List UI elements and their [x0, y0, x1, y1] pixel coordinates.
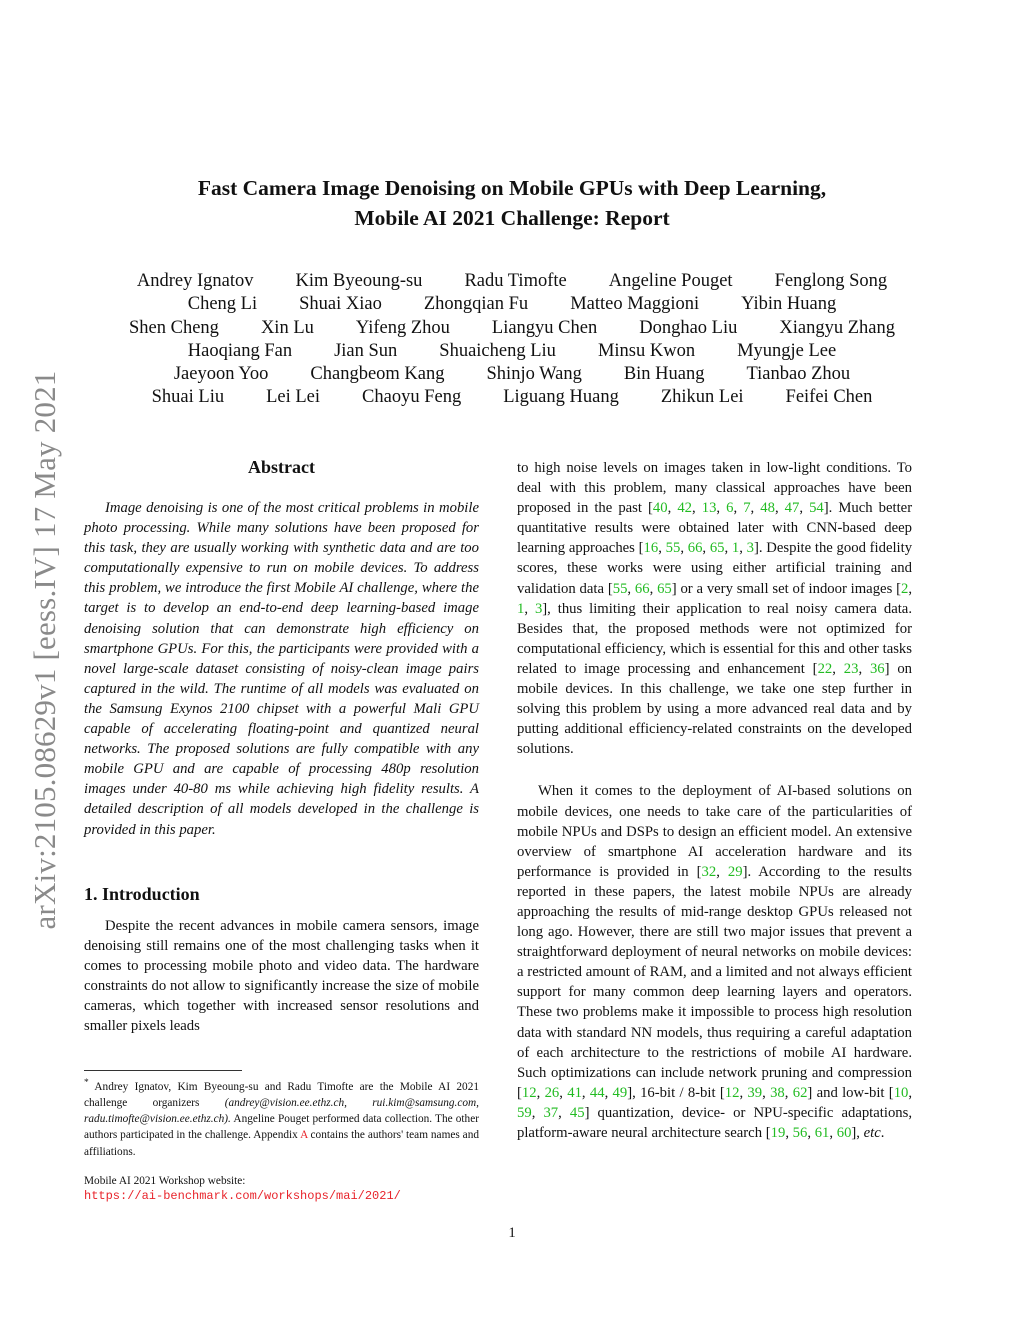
citation-link[interactable]: 55	[665, 540, 681, 557]
citation-link[interactable]: 3	[534, 600, 543, 617]
text-run: ,	[762, 1084, 771, 1101]
citation-link[interactable]: 60	[836, 1125, 852, 1141]
left-column	[84, 455, 479, 1036]
text-run: ],	[851, 1125, 864, 1141]
author-name: Fenglong Song	[774, 271, 888, 291]
text-run: ,	[908, 580, 912, 597]
text-run: ]. According to the results reported in these papers, the latest mobile NPUs are already approaching the results of mid-range desktop GPUs released not long ago. However, there are still two major issues that prevent a straightforward deployment of neural networks on mobile devices: a restricted amount of RAM, and a limited and not always efficient support for many common deep learning layers and operators. These two problems make it impossible to process high resolution data with standard NN models, thus requiring a careful adaptation of each architecture to the restrictions of mobile AI hardware. Such optimizations can include network pruning and compression [	[517, 863, 912, 1101]
text-run: ]. Despite the good fidelity scores, these works were using either artificial training and validation data [	[517, 540, 913, 597]
arxiv-stamp: arXiv:2105.08629v1 [eess.IV] 17 May 2021	[27, 370, 62, 930]
author-row	[84, 270, 940, 293]
citation-link[interactable]: 62	[792, 1084, 808, 1101]
citation-link[interactable]: 7	[743, 500, 751, 517]
text-run: ,	[680, 540, 688, 557]
citation-link[interactable]: 44	[589, 1084, 605, 1101]
author-name: Feifei Chen	[785, 387, 873, 408]
author-row	[84, 363, 940, 386]
author-row	[84, 317, 940, 340]
citation-link[interactable]: 47	[784, 500, 800, 517]
text-run: ] on mobile devices. In this challenge, we take one step further in solving this problem by using a more advanced real data and by putting additional efficiency-related constraints on the developed solutions.	[517, 660, 913, 758]
author-name: Myungje Lee	[737, 340, 837, 361]
text-run: ,	[785, 1125, 793, 1141]
text-run: ]. Much better quantitative results were obtained later with CNN-based deep learning approaches [	[517, 500, 913, 557]
workshop-url-link[interactable]: https://ai-benchmark.com/workshops/mai/2021/	[84, 1188, 401, 1203]
author-name: Liangyu Chen	[491, 317, 598, 338]
text-run: ,	[524, 600, 535, 617]
author-name: Shuai Xiao	[299, 294, 382, 315]
right-column	[517, 458, 912, 1143]
author-name: Matteo Maggioni	[570, 294, 700, 315]
citation-link[interactable]: 1	[731, 540, 740, 557]
text-run: ,	[724, 540, 732, 557]
introduction-heading: 1. Introduction	[84, 883, 200, 904]
author-name: Tianbao Zhou	[746, 364, 851, 385]
text-run: ,	[531, 1104, 544, 1121]
citation-link[interactable]: 36	[869, 660, 885, 677]
citation-link[interactable]: 12	[521, 1084, 537, 1101]
text-run: ,	[716, 500, 727, 517]
title-line-1: Fast Camera Image Denoising on Mobile GPUs with Deep Learning,	[197, 176, 827, 200]
text-run: ,	[832, 660, 844, 677]
author-name: Jaeyoon Yoo	[173, 364, 269, 385]
author-row	[84, 340, 940, 363]
citation-link[interactable]: 1	[517, 600, 525, 617]
citation-link[interactable]: 56	[792, 1125, 808, 1141]
text-run: ] and low-bit [	[807, 1084, 894, 1101]
citation-link[interactable]: 45	[569, 1104, 585, 1121]
text-run: ,	[536, 1084, 545, 1101]
author-name: Yibin Huang	[741, 294, 837, 315]
text-run: ,	[581, 1084, 590, 1101]
abstract-heading: Abstract	[248, 457, 315, 477]
citation-link[interactable]: 48	[760, 500, 775, 517]
text-run: .	[880, 1125, 885, 1141]
citation-link[interactable]: 38	[770, 1084, 785, 1101]
footnote-appendix-note: contains the authors' team names and affiliations.	[84, 1129, 479, 1158]
citation-link[interactable]: 13	[701, 500, 717, 517]
footnote-rule	[84, 1070, 242, 1071]
paper-title	[0, 173, 1024, 233]
author-name: Chaoyu Feng	[362, 387, 462, 408]
intro-paragraph-1: Despite the recent advances in mobile camera sensors, image denoising still remains one of the most challenging tasks when it comes to processing mobile photo and video data. The hardware constraints do not allow to significantly increase the size of mobile cameras, which together with increased sensor resolutions and smaller pixels leads	[84, 917, 479, 1035]
citation-link[interactable]: 65	[709, 540, 725, 557]
citation-link[interactable]: 12	[724, 1084, 740, 1101]
citation-link[interactable]: 65	[657, 580, 672, 597]
text-run: When it comes to the deployment of AI-based solutions on mobile devices, one needs to take care of the particularities of mobile NPUs and DSPs to design an efficient model. An extensive overview of smartphone AI acceleration hardware and its performance is provided in [	[517, 783, 912, 880]
citation-link[interactable]: 2	[900, 580, 909, 597]
text-run: ,	[908, 1084, 913, 1101]
text-run: ] or a very small set of indoor images [	[671, 580, 901, 597]
text-run: ,	[784, 1084, 793, 1101]
citation-link[interactable]: 59	[517, 1104, 532, 1121]
appendix-link[interactable]: A	[300, 1129, 308, 1142]
author-name: Donghao Liu	[639, 317, 738, 338]
text-run: ,	[750, 500, 761, 517]
footnote-text	[84, 1075, 479, 1160]
citation-link[interactable]: 61	[814, 1125, 830, 1141]
text-run: ,	[649, 580, 658, 597]
citation-link[interactable]: 22	[817, 660, 833, 677]
citation-link[interactable]: 3	[746, 540, 754, 557]
text-run: ,	[702, 540, 710, 557]
citation-link[interactable]: 6	[726, 500, 734, 517]
text-run: ,	[604, 1084, 613, 1101]
citation-link[interactable]: 23	[843, 660, 859, 677]
author-name: Lei Lei	[266, 387, 321, 408]
author-name: Bin Huang	[623, 364, 705, 385]
author-name: Kim Byeoung-su	[295, 271, 423, 291]
page-number: 1	[508, 1225, 516, 1241]
author-name: Xin Lu	[260, 317, 314, 338]
citation-link[interactable]: 16	[643, 540, 659, 557]
author-name: Shuai Liu	[151, 387, 225, 408]
text-run: ,	[807, 1125, 815, 1141]
author-list	[84, 270, 940, 410]
text-run: ,	[774, 500, 785, 517]
author-name: Shen Cheng	[129, 317, 219, 338]
text-run: ,	[692, 500, 702, 517]
footnote-collection: Angeline Pouget performed data collection. The other authors participated in the challenge. Appendix	[84, 1113, 479, 1142]
text-run: ,	[627, 580, 635, 597]
italic-text: etc	[863, 1125, 881, 1141]
text-run: to high noise levels on images taken in low-light conditions. To deal with this problem, many classical approaches have been proposed in the past [	[517, 460, 912, 517]
citation-link[interactable]: 40	[652, 500, 668, 517]
citation-link[interactable]: 42	[677, 500, 692, 517]
right-paragraph-2	[517, 781, 912, 1143]
citation-link[interactable]: 37	[543, 1104, 559, 1121]
footnote	[84, 1070, 479, 1203]
footnote-organizers: Andrey Ignatov, Kim Byeoung-su and Radu Timofte are the Mobile AI 2021 challenge organizers	[84, 1080, 479, 1109]
text-run: ,	[829, 1125, 837, 1141]
author-name: Cheng Li	[187, 294, 258, 315]
citation-link[interactable]: 66	[687, 540, 703, 557]
author-name: Liguang Huang	[503, 387, 619, 408]
text-run: ,	[739, 1084, 748, 1101]
author-name: Radu Timofte	[464, 271, 567, 291]
citation-link[interactable]: 55	[612, 580, 628, 597]
author-name: Angeline Pouget	[608, 271, 733, 291]
citation-link[interactable]: 19	[770, 1125, 786, 1141]
text-run: ,	[559, 1084, 568, 1101]
author-name: Zhikun Lei	[660, 387, 744, 408]
citation-link[interactable]: 10	[893, 1084, 909, 1101]
text-run: ,	[558, 1104, 570, 1121]
text-run: ,	[733, 500, 744, 517]
author-name: Yifeng Zhou	[355, 317, 450, 338]
author-name: Zhongqian Fu	[423, 294, 529, 315]
abstract-text: Image denoising is one of the most critical problems in mobile photo processing. While many solutions have been proposed for this task, they are usually working with synthetic data and are too computationally expensive to run on mobile devices. To address this problem, we introduce the first Mobile AI challenge, where the target is to develop an end-to-end deep learning-based image denoising solution that can demonstrate high efficiency on smartphone GPUs. For this, the participants were provided with a novel large-scale dataset consisting of noisy-clean image pairs captured in the wild. The runtime of all models was evaluated on the Samsung Exynos 2100 chipset with a powerful Mali GPU capable of accelerating floating-point and quantized neural networks. The proposed solutions are fully compatible with any mobile GPU and are capable of processing 480p resolution images under 40-80 ms while achieving high fidelity results. A detailed description of all models developed in the challenge is provided in this paper.	[84, 500, 479, 838]
citation-link[interactable]: 54	[809, 500, 824, 517]
title-line-2: Mobile AI 2021 Challenge: Report	[354, 206, 670, 230]
author-name: Shinjo Wang	[486, 364, 582, 385]
text-run: ,	[799, 500, 810, 517]
footnote-symbol: *	[84, 1078, 89, 1088]
author-name: Haoqiang Fan	[187, 340, 293, 361]
text-run: ], 16-bit / 8-bit [	[627, 1084, 725, 1101]
text-run: ,	[858, 660, 870, 677]
citation-link[interactable]: 49	[612, 1084, 628, 1101]
author-row	[84, 386, 940, 409]
author-name: Shuaicheng Liu	[439, 340, 556, 361]
workshop-label: Mobile AI 2021 Workshop website:	[84, 1174, 246, 1187]
citation-link[interactable]: 39	[747, 1084, 763, 1101]
text-run: ,	[658, 540, 666, 557]
author-name: Minsu Kwon	[597, 340, 696, 361]
author-name: Jian Sun	[334, 340, 398, 361]
author-name: Andrey Ignatov	[136, 271, 254, 291]
footnote-emails: (andrey@vision.ee.ethz.ch, rui.kim@samsung.com, radu.timofte@vision.ee.ethz.ch).	[84, 1096, 479, 1126]
citation-link[interactable]: 66	[634, 580, 650, 597]
text-run: ,	[739, 540, 747, 557]
author-name: Changbeom Kang	[310, 364, 445, 385]
text-run: ,	[716, 863, 728, 880]
text-run: ], thus limiting their application to real noisy camera data. Besides that, the proposed methods were not optimized for computational efficiency, which is essential for this and other tasks related to image processing and enhancement [	[517, 600, 912, 677]
citation-link[interactable]: 32	[701, 863, 717, 880]
text-run: ] quantization, device- or NPU-specific adaptations, platform-aware neural architecture search [	[517, 1104, 913, 1141]
citation-link[interactable]: 29	[727, 863, 743, 880]
citation-link[interactable]: 41	[567, 1084, 582, 1101]
citation-link[interactable]: 26	[544, 1084, 560, 1101]
text-run: ,	[667, 500, 678, 517]
author-name: Xiangyu Zhang	[779, 317, 895, 338]
author-row	[84, 293, 940, 316]
right-paragraph-1	[517, 458, 912, 759]
